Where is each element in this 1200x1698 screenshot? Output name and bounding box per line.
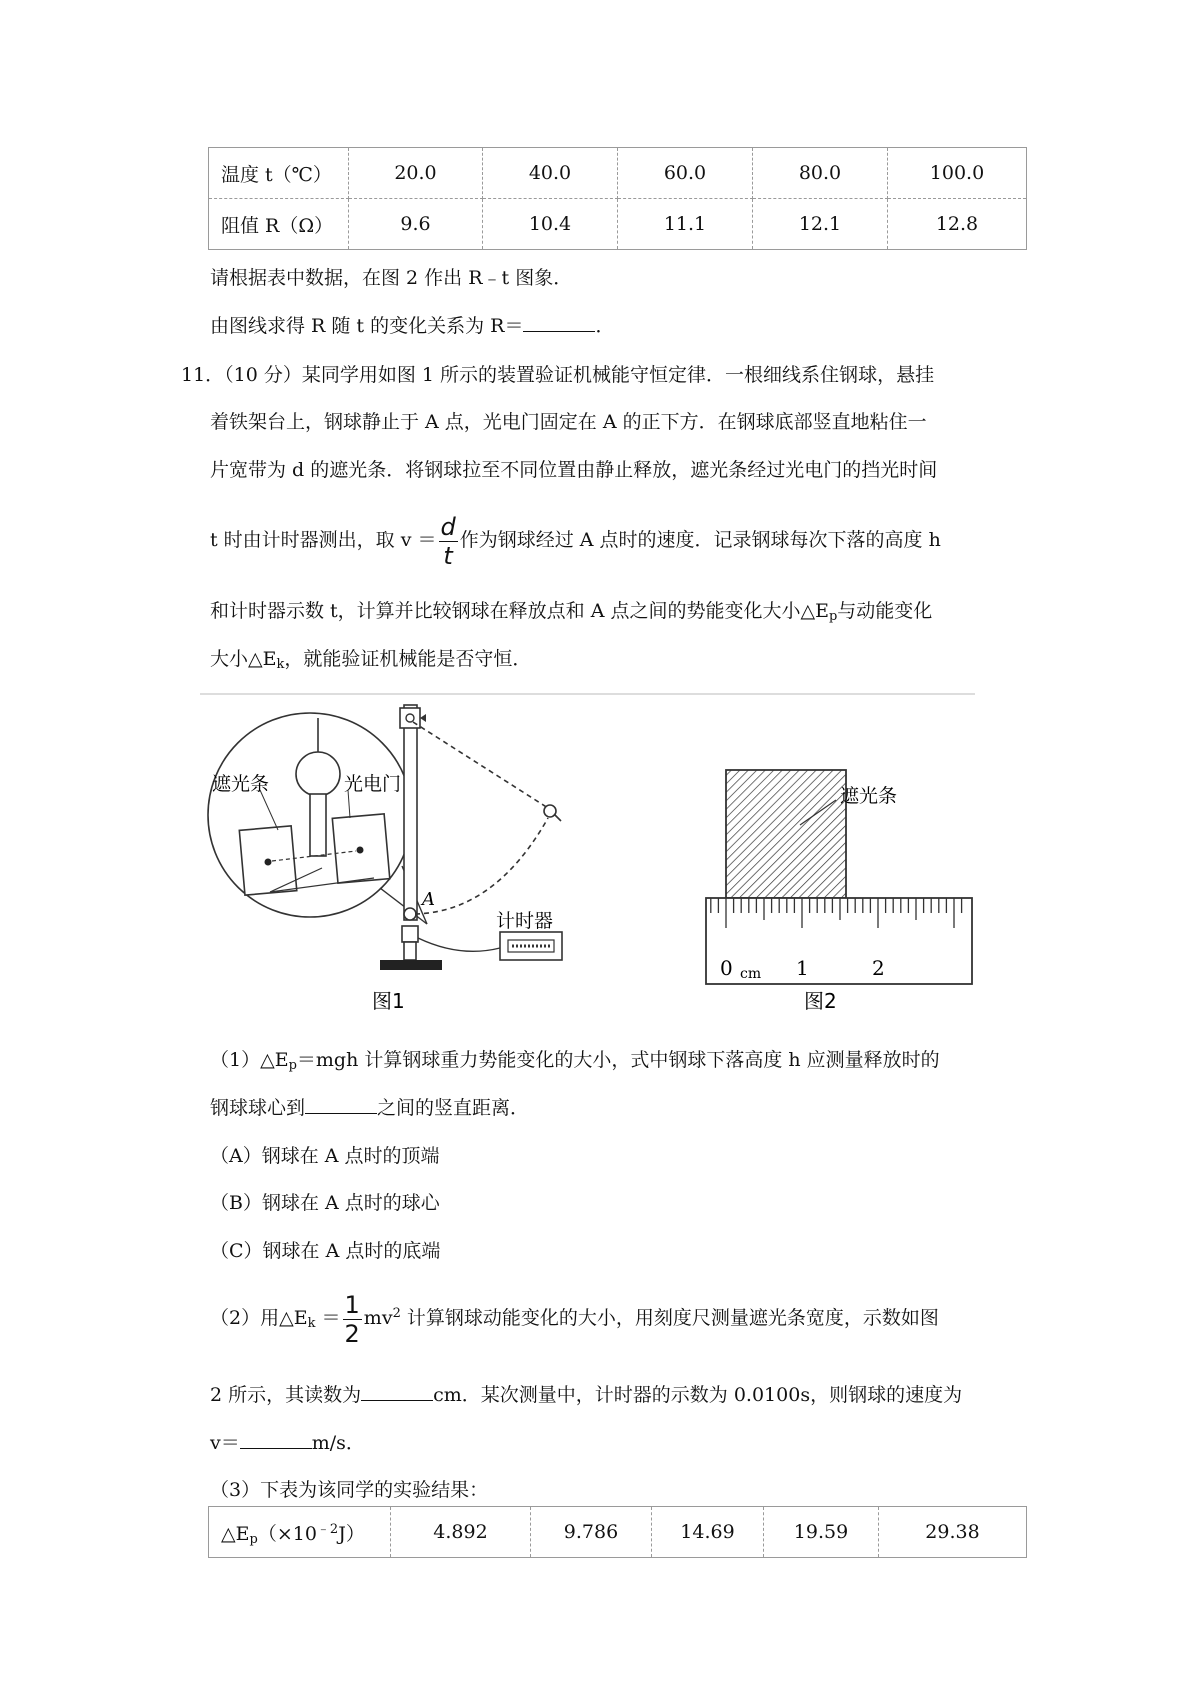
- text-span: m/s．: [311, 1432, 365, 1454]
- table-row: [209, 199, 1027, 250]
- table-cell: 29.38: [879, 1507, 1027, 1558]
- iron-stand: [380, 705, 442, 970]
- table-cell: 19.59: [764, 1507, 879, 1558]
- shading-strip: [310, 794, 326, 856]
- text-span: t 时由计时器测出，取 v ＝: [210, 529, 437, 551]
- part-1-line-2: [210, 1094, 529, 1122]
- ruler-unit: cm: [740, 966, 762, 982]
- question-11-line-5: [210, 597, 932, 631]
- label-point-a: A: [422, 889, 435, 910]
- text-span: 2 所示，其读数为: [210, 1384, 362, 1406]
- subscript: p: [828, 609, 838, 624]
- steel-ball: [296, 752, 340, 796]
- text-span: △E: [221, 1522, 250, 1545]
- table-cell: 4.892: [391, 1507, 531, 1558]
- text-span: 与动能变化: [837, 600, 933, 622]
- subscript: k: [307, 1316, 316, 1331]
- row-header: 阻值 R（Ω）: [209, 199, 349, 250]
- part-2-line-2: [210, 1381, 962, 1409]
- row-header: [209, 1507, 391, 1558]
- instruction-line: 请根据表中数据，在图 2 作出 R﹣t 图象．: [210, 267, 573, 289]
- velocity-fraction: [439, 513, 458, 570]
- text-span: 和计时器示数 t，计算并比较钢球在释放点和 A 点之间的势能变化大小△E: [210, 600, 829, 622]
- results-table: [208, 1506, 1027, 1558]
- answer-blank[interactable]: [523, 313, 595, 332]
- half-fraction: [343, 1291, 362, 1348]
- answer-blank[interactable]: [361, 1382, 433, 1401]
- label-strip: 遮光条: [840, 785, 898, 807]
- part-1-line-1: [210, 1046, 940, 1080]
- fraction-numerator: d: [440, 512, 456, 541]
- relation-line: [210, 312, 614, 340]
- table-cell: 12.1: [753, 199, 888, 250]
- option-b: （B）钢球在 A 点时的球心: [210, 1192, 440, 1214]
- subscript: p: [249, 1531, 258, 1547]
- table-cell: 100.0: [888, 148, 1027, 199]
- figure-1-caption: 图1: [372, 989, 405, 1013]
- question-11-line-3: 片宽带为 d 的遮光条．将钢球拉至不同位置由静止释放，遮光条经过光电门的挡光时间: [210, 459, 938, 481]
- text-span: cm．某次测量中，计时器的示数为 0.0100s，则钢球的速度为: [433, 1384, 963, 1406]
- table-cell: 40.0: [483, 148, 618, 199]
- text-span: 由图线求得 R 随 t 的变化关系为 R＝: [210, 315, 524, 337]
- temperature-resistance-table: [208, 147, 1027, 250]
- text-span: ＝: [315, 1307, 341, 1329]
- table-row: [209, 148, 1027, 199]
- magnified-view: [208, 713, 427, 924]
- text-span: J）: [338, 1522, 365, 1545]
- label-shading-strip: 遮光条: [212, 773, 270, 795]
- table-cell: 9.786: [531, 1507, 652, 1558]
- text-span: ＝mgh 计算钢球重力势能变化的大小，式中钢球下落高度 h 应测量释放时的: [296, 1049, 940, 1071]
- ruler-tick-label: 0: [720, 956, 733, 980]
- superscript: ﹣2: [316, 1521, 339, 1537]
- label-timer: 计时器: [496, 910, 554, 932]
- figure-2-caption: 图2: [804, 989, 837, 1013]
- table-cell: 9.6: [349, 199, 483, 250]
- fraction-denominator: t: [443, 541, 453, 570]
- text-span: v＝: [210, 1432, 240, 1454]
- part-2-line-1: [210, 1282, 939, 1356]
- option-c: （C）钢球在 A 点时的底端: [210, 1240, 441, 1262]
- part-2-line-3: [210, 1429, 365, 1457]
- answer-blank[interactable]: [240, 1430, 312, 1449]
- text-span: mv: [363, 1307, 393, 1329]
- subscript: k: [276, 657, 285, 672]
- answer-blank[interactable]: [305, 1095, 377, 1114]
- question-11-line-1: 11．（10 分）某同学用如图 1 所示的装置验证机械能守恒定律．一根细线系住钢球，悬挂: [181, 364, 935, 386]
- table-cell: 11.1: [618, 199, 753, 250]
- text-span: 钢球球心到: [210, 1097, 306, 1119]
- text-span: ．: [595, 315, 615, 337]
- table-cell: 10.4: [483, 199, 618, 250]
- ruler-tick-label: 1: [796, 956, 809, 980]
- question-11-line-4: [210, 510, 941, 570]
- row-header: 温度 t（℃）: [209, 148, 349, 199]
- fraction-numerator: 1: [344, 1290, 360, 1319]
- table-cell: 20.0: [349, 148, 483, 199]
- shading-strip-hatched: [726, 770, 846, 898]
- question-11-line-6: [210, 645, 531, 679]
- label-photogate: 光电门: [344, 773, 402, 795]
- question-11-line-2: 着铁架台上，钢球静止于 A 点，光电门固定在 A 的正下方．在钢球底部竖直地粘住一: [210, 411, 927, 433]
- text-span: 之间的竖直距离．: [377, 1097, 530, 1119]
- text-span: （×10: [257, 1522, 317, 1545]
- text-span: ，就能验证机械能是否守恒．: [284, 648, 532, 670]
- ruler-tick-label: 2: [872, 956, 885, 980]
- table-cell: 80.0: [753, 148, 888, 199]
- text-span: 计算钢球动能变化的大小，用刻度尺测量遮光条宽度，示数如图: [400, 1307, 939, 1329]
- table-cell: 14.69: [652, 1507, 764, 1558]
- text-span: （1）△E: [210, 1049, 289, 1071]
- experiment-figure: [200, 690, 1000, 1020]
- subscript: p: [288, 1058, 297, 1073]
- pendulum-string: [413, 722, 548, 808]
- option-a: （A）钢球在 A 点时的顶端: [210, 1145, 440, 1167]
- table-cell: 60.0: [618, 148, 753, 199]
- table-row: [209, 1507, 1027, 1558]
- part-3-line: （3）下表为该同学的实验结果：: [210, 1479, 489, 1501]
- table-cell: 12.8: [888, 199, 1027, 250]
- fraction-denominator: 2: [344, 1319, 360, 1348]
- text-span: 作为钢球经过 A 点时的速度．记录钢球每次下落的高度 h: [459, 529, 941, 551]
- text-span: 大小△E: [210, 648, 277, 670]
- text-span: （2）用△E: [210, 1307, 308, 1329]
- superscript: 2: [392, 1306, 401, 1321]
